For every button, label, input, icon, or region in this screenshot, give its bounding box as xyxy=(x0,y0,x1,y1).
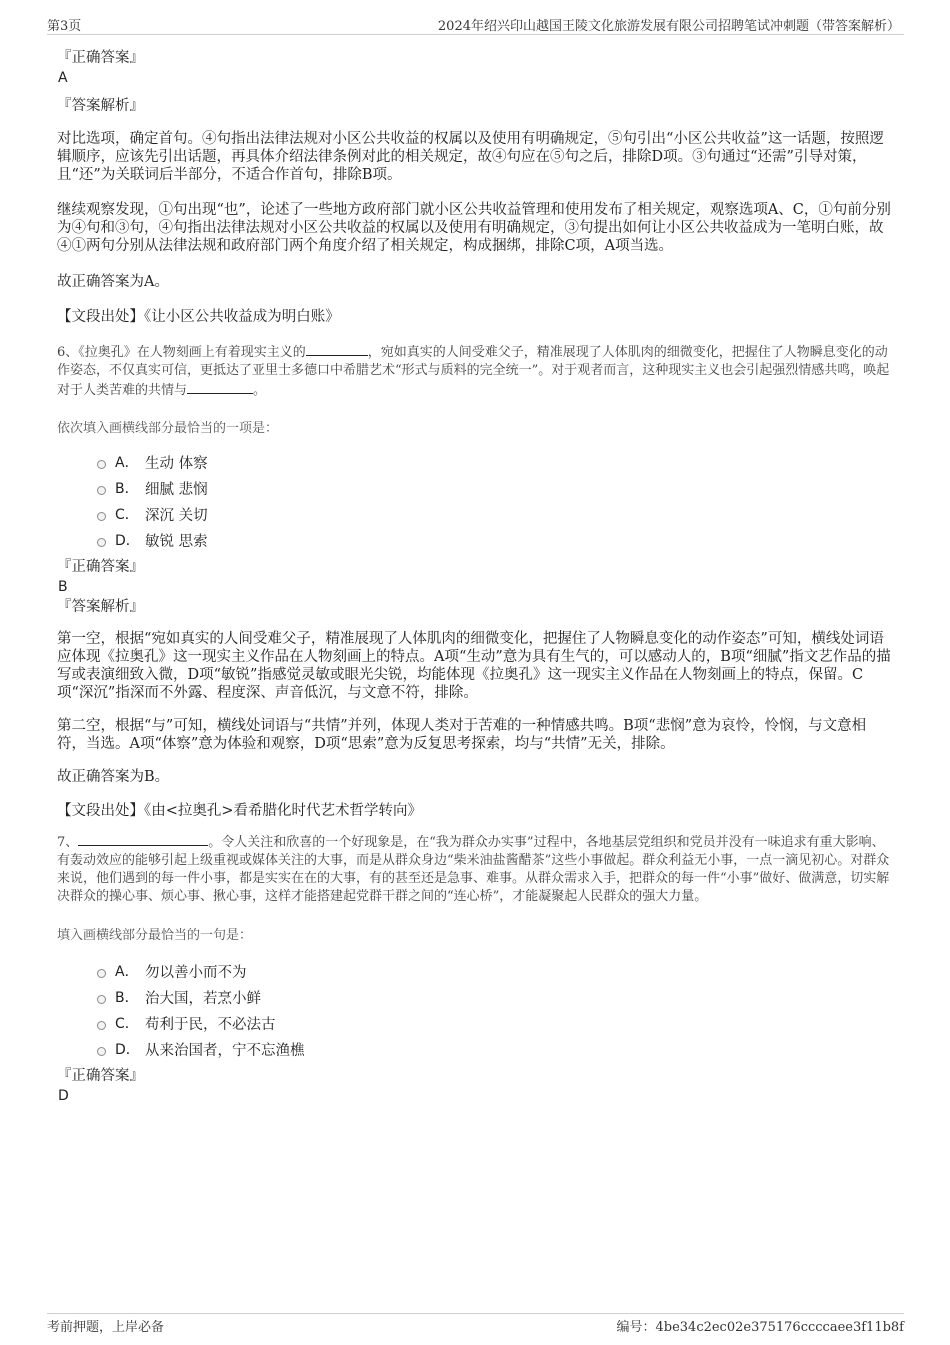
q6-option-b[interactable]: B． 细腻 悲悯 xyxy=(97,475,895,501)
document-title: 2024年绍兴印山越国王陵文化旅游发展有限公司招聘笔试冲刺题（带答案解析） xyxy=(437,19,900,34)
analysis-paragraph: 第二空，根据“与”可知，横线处词语与“共情”并列，体现人类对于苦难的一种情感共鸣。B项“悲悯”意为哀怜，怜悯，与文意相符，当选。A项“体察”意为体验和观察，D项“思索”意为反复思考探索，均与“共情”无关，排除。 xyxy=(57,718,867,752)
radio-icon[interactable] xyxy=(97,995,106,1004)
document-code: 编号：4be34c2ec02e375176ccccaee3f11b8f xyxy=(616,1320,904,1335)
answer-value: A xyxy=(58,70,68,86)
page-footer xyxy=(47,1313,904,1335)
question-7-stem: 7、 。令人关注和欣喜的一个好现象是，在“我为群众办实事”过程中，各地基层党组织和党员并没有一味追求有重大影响、有轰动效应的能够引起上级重视或媒体关注的大事，而是从群众身边“柴米油盐酱醋茶”这些小事做起。群众利益无小事，一点一滴见初心。对群众来说，他们遇到的每一件小事，都是实实在在的大事，有的甚至还是急事、难事。从群众需求入手，把群众的每一件“小事”做好、做满意，切实解决群众的操心事、烦心事、揪心事，这样才能搭建起党群干群之间的“连心桥”，才能凝聚起人民群众的强大力量。 xyxy=(57,832,895,906)
fill-blank xyxy=(78,832,208,846)
conclusion: 故正确答案为A。 xyxy=(57,274,169,290)
footer-slogan: 考前押题，上岸必备 xyxy=(47,1320,165,1335)
source-citation: 【文段出处】《由<拉奥孔>看希腊化时代艺术哲学转向》 xyxy=(57,803,423,819)
answer-label: 『正确答案』 xyxy=(57,559,144,575)
radio-icon[interactable] xyxy=(97,1047,106,1056)
question-hint: 依次填入画横线部分最恰当的一项是： xyxy=(57,421,279,436)
analysis-label: 『答案解析』 xyxy=(57,599,144,615)
source-citation: 【文段出处】《让小区公共收益成为明白账》 xyxy=(57,309,340,325)
analysis-paragraph: 第一空，根据“宛如真实的人间受难父子，精准展现了人体肌肉的细微变化，把握住了人物瞬息变化的动作姿态”可知，横线处词语应体现《拉奥孔》这一现实主义作品在人物刻画上的特点。A项“生动”意为具有生气的，可以感动人的，B项“细腻”指文艺作品的描写或表演细致入微，D项“敏锐”指感觉灵敏或眼光尖锐，均能体现《拉奥孔》这一现实主义作品在人物刻画上的特点，保留。C项“深沉”指深而不外露、程度深、声音低沉，与文意不符，排除。 xyxy=(57,631,891,701)
answer-value: D xyxy=(58,1088,69,1104)
radio-icon[interactable] xyxy=(97,512,106,521)
q7-option-a[interactable]: A． 勿以善小而不为 xyxy=(97,958,895,984)
q7-option-c[interactable]: C． 苟利于民，不必法古 xyxy=(97,1010,895,1036)
page-header xyxy=(47,12,904,35)
question-6-stem: 6、《拉奥孔》在人物刻画上有着现实主义的 ，宛如真实的人间受难父子，精准展现了人体肌肉的细微变化，把握住了人物瞬息变化的动作姿态，不仅真实可信，更抵达了亚里士多德口中希腊艺术“形式与质料的完全统一”。对于观者而言，这种现实主义也会引起强烈情感共鸣，唤起对于人类苦难的共情与 。 xyxy=(57,342,895,400)
q6-option-d[interactable]: D． 敏锐 思索 xyxy=(97,527,895,553)
q7-options xyxy=(97,958,895,1062)
q6-option-c[interactable]: C． 深沉 关切 xyxy=(97,501,895,527)
conclusion: 故正确答案为B。 xyxy=(57,769,170,785)
answer-label: 『正确答案』 xyxy=(57,50,144,66)
radio-icon[interactable] xyxy=(97,1021,106,1030)
radio-icon[interactable] xyxy=(97,538,106,547)
q7-option-b[interactable]: B． 治大国，若烹小鲜 xyxy=(97,984,895,1010)
page-number: 第3页 xyxy=(47,19,82,34)
q7-option-d[interactable]: D． 从来治国者，宁不忘渔樵 xyxy=(97,1036,895,1062)
analysis-paragraph: 对比选项，确定首句。④句指出法律法规对小区公共收益的权属以及使用有明确规定，⑤句引出“小区公共收益”这一话题，按照逻辑顺序，应该先引出话题，再具体介绍法律条例对此的相关规定，故④句应在⑤句之后，排除D项。③句通过“还需”引导对策，且“还”为关联词后半部分，不适合作首句，排除B项。 xyxy=(57,131,884,183)
document-body xyxy=(57,46,895,1106)
analysis-label: 『答案解析』 xyxy=(57,98,144,114)
fill-blank xyxy=(187,380,253,394)
q6-option-a[interactable]: A． 生动 体察 xyxy=(97,449,895,475)
q6-options xyxy=(97,449,895,553)
answer-value: B xyxy=(58,579,68,595)
question-hint: 填入画横线部分最恰当的一句是： xyxy=(57,928,253,943)
analysis-paragraph: 继续观察发现，①句出现“也”，论述了一些地方政府部门就小区公共收益管理和使用发布了相关规定，观察选项A、C，①句前分别为④句和③句，④句指出法律法规对小区公共收益的权属以及使用有明确规定，③句提出如何让小区公共收益成为一笔明白账，故④①两句分别从法律法规和政府部门两个角度介绍了相关规定，构成捆绑，排除C项，A项当选。 xyxy=(57,202,891,254)
radio-icon[interactable] xyxy=(97,486,106,495)
radio-icon[interactable] xyxy=(97,969,106,978)
radio-icon[interactable] xyxy=(97,460,106,469)
answer-label: 『正确答案』 xyxy=(57,1068,144,1084)
fill-blank xyxy=(306,342,368,356)
